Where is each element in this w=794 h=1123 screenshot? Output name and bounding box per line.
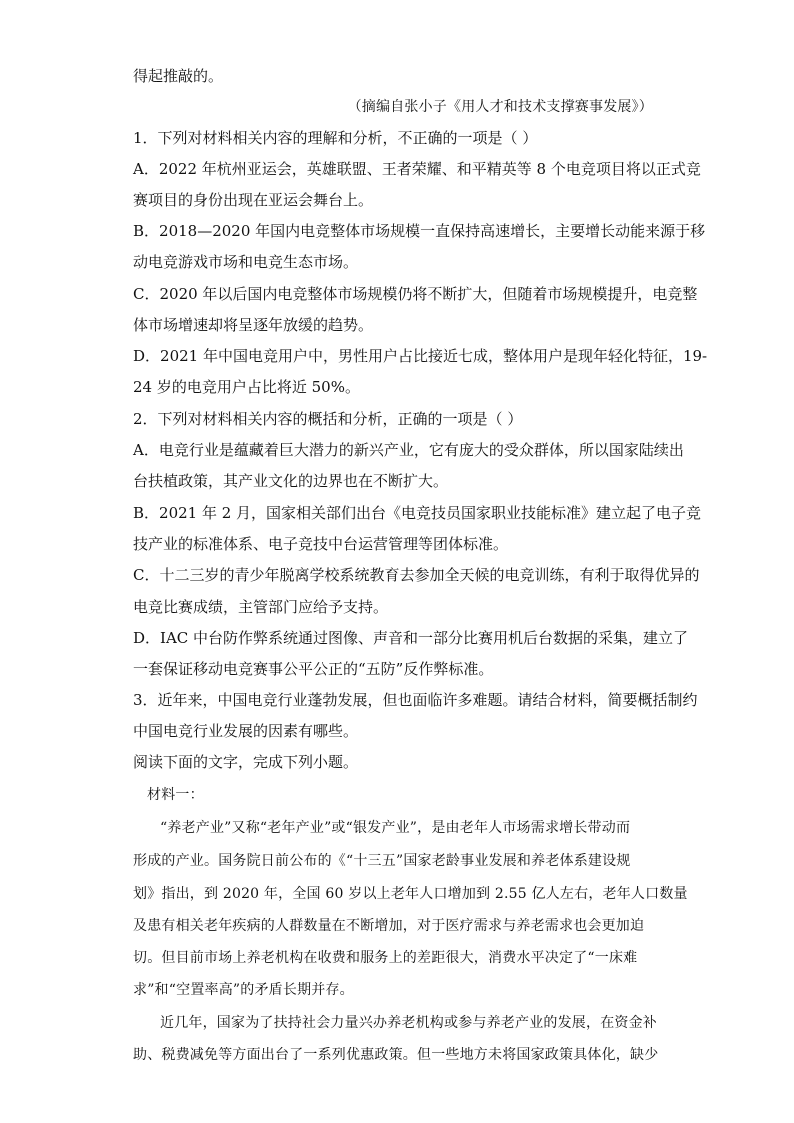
option-2c: C．十二三岁的青少年脱离学校系统教育去参加全天候的电竞训练，有利于取得优异的 [133,566,700,584]
question-3: 3．近年来，中国电竞行业蓬勃发展，但也面临许多难题。请结合材料，简要概括制约 [133,691,698,709]
question-1: 1．下列对材料相关内容的理解和分析，不正确的一项是（ ） [133,129,538,147]
material-paragraph-2: 近几年，国家为了扶持社会力量兴办养老机构或参与养老产业的发展，在资金补 [160,1015,657,1031]
source-citation: （摘编自张小子《用人才和技术支撑赛事发展》） [347,99,653,115]
option-2a: A．电竞行业是蕴藏着巨大潜力的新兴产业，它有庞大的受众群体，所以国家陆续出 [133,441,684,459]
option-2c-cont: 电竞比赛成绩，主管部门应给予支持。 [133,598,389,616]
option-1c: C．2020 年以后国内电竞整体市场规模仍将不断扩大，但随着市场规模提升，电竞整 [133,285,698,303]
question-2: 2．下列对材料相关内容的概括和分析，正确的一项是（ ） [133,410,523,428]
option-2d: D．IAC 中台防作弊系统通过图像、声音和一部分比赛用机后台数据的采集，建立了 [133,629,689,647]
material-paragraph-2-line: 助、税费减免等方面出台了一系列优惠政策。但一些地方未将国家政策具体化，缺少 [133,1047,659,1063]
option-1c-cont: 体市场增速却将呈逐年放缓的趋势。 [133,316,374,334]
option-2a-cont: 台扶植政策，其产业文化的边界也在不断扩大。 [133,472,449,490]
material-paragraph-1-line: 切。但目前市场上养老机构在收费和服务上的差距很大，消费水平决定了“一床难 [133,950,638,966]
option-1a: A．2022 年杭州亚运会，英雄联盟、王者荣耀、和平精英等 8 个电竞项目将以正式竞 [133,160,701,178]
material-paragraph-1-line: 形成的产业。国务院日前公布的《“十三五”国家老龄事业发展和养老体系建设规 [133,853,631,869]
option-1b-cont: 动电竞游戏市场和电竞生态市场。 [133,253,359,271]
option-2b: B．2021 年 2 月，国家相关部们出台《电竞技员国家职业技能标准》建立起了电子竞 [133,504,702,522]
reading-instruction: 阅读下面的文字，完成下列小题。 [133,753,359,771]
material-paragraph-1: “养老产业”又称“老年产业”或“银发产业”，是由老年人市场需求增长带动而 [160,820,631,836]
text-line: 得起推敲的。 [133,67,224,85]
option-1d-cont: 24 岁的电竞用户占比将近 50%。 [133,378,360,396]
option-2d-cont: 一套保证移动电竞赛事公平公正的“五防”反作弊标准。 [133,660,494,678]
option-2b-cont: 技产业的标准体系、电子竞技中台运营管理等团体标准。 [133,535,509,553]
option-1a-cont: 赛项目的身份出现在亚运会舞台上。 [133,191,374,209]
option-1d: D．2021 年中国电竞用户中，男性用户占比接近七成，整体用户是现年轻化特征，19- [133,347,708,365]
material-heading: 材料一： [147,787,204,803]
material-paragraph-1-line: 及患有相关老年疾病的人群数量在不断增加，对于医疗需求与养老需求也会更加迫 [133,918,645,934]
material-paragraph-1-line: 划》指出，到 2020 年，全国 60 岁以上老年人口增加到 2.55 亿人左右，老年人口数量 [133,886,688,902]
material-paragraph-1-line: 求”和“空置率高”的矛盾长期并存。 [133,982,354,998]
question-3-cont: 中国电竞行业发展的因素有哪些。 [133,722,359,740]
option-1b: B．2018—2020 年国内电竞整体市场规模一直保持高速增长，主要增长动能来源于移 [133,222,706,240]
